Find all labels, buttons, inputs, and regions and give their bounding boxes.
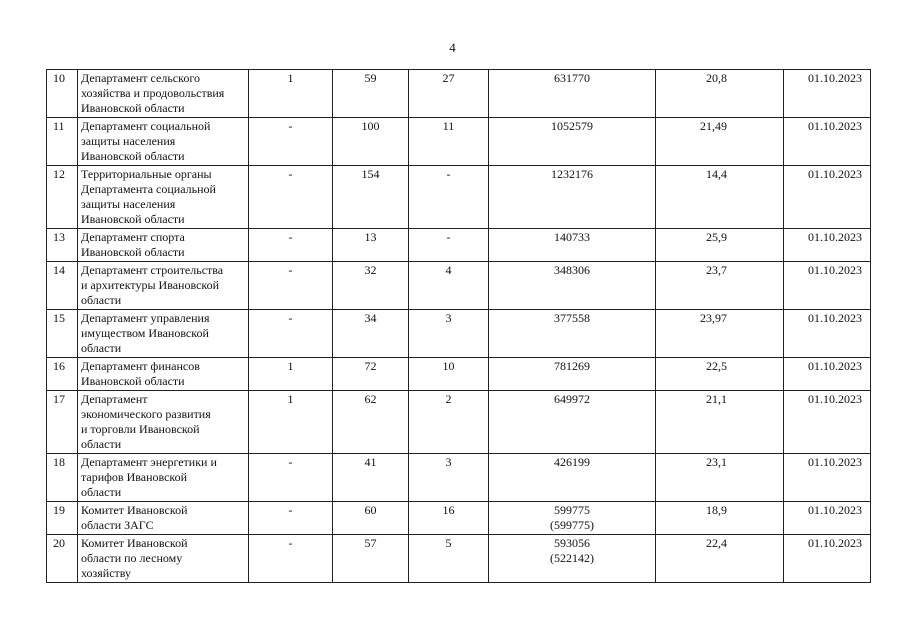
row-number-cell: 15: [47, 310, 78, 358]
table-row: [47, 262, 871, 310]
fund-value: (599775): [550, 518, 594, 532]
table-body: [47, 70, 871, 583]
count-b-cell: 154: [333, 166, 409, 229]
department-name-line: и торговли Ивановской: [81, 422, 200, 436]
fund-value: 1232176: [551, 167, 593, 181]
date-cell: 01.10.2023: [784, 502, 871, 535]
row-number-cell: 19: [47, 502, 78, 535]
department-name-line: области по лесному: [81, 551, 183, 565]
page-number: 4: [449, 40, 456, 55]
fund-cell: [489, 502, 656, 535]
percent-cell: 21,49: [656, 118, 784, 166]
count-a-cell: -: [249, 166, 333, 229]
table-row: [47, 391, 871, 454]
count-a-cell: -: [249, 262, 333, 310]
row-number-cell: 16: [47, 358, 78, 391]
fund-cell: [489, 229, 656, 262]
percent-cell: 21,1: [656, 391, 784, 454]
count-c-cell: 10: [409, 358, 489, 391]
fund-cell: [489, 166, 656, 229]
department-name-line: Комитет Ивановской: [81, 503, 188, 517]
fund-cell: [489, 118, 656, 166]
date-cell: 01.10.2023: [784, 229, 871, 262]
count-b-cell: 72: [333, 358, 409, 391]
table-row: [47, 70, 871, 118]
department-name-line: Департамент строительства: [81, 263, 224, 277]
department-name-line: области ЗАГС: [81, 518, 154, 532]
row-number-cell: 10: [47, 70, 78, 118]
row-number-cell: 17: [47, 391, 78, 454]
department-name-cell: [78, 502, 249, 535]
department-name-cell: [78, 70, 249, 118]
fund-cell: [489, 310, 656, 358]
department-name-line: защиты населения: [81, 197, 176, 211]
count-a-cell: 1: [249, 358, 333, 391]
table-row: [47, 454, 871, 502]
fund-value: 377558: [554, 311, 590, 325]
count-a-cell: -: [249, 229, 333, 262]
fund-cell: [489, 70, 656, 118]
fund-value: 599775: [554, 503, 590, 517]
department-name-line: защиты населения: [81, 134, 176, 148]
date-cell: 01.10.2023: [784, 166, 871, 229]
department-name-line: тарифов Ивановской: [81, 470, 188, 484]
fund-cell: [489, 391, 656, 454]
department-name-cell: [78, 535, 249, 583]
department-name-line: Департамент социальной: [81, 119, 211, 133]
count-b-cell: 100: [333, 118, 409, 166]
count-a-cell: -: [249, 535, 333, 583]
department-name-line: Департамент энергетики и: [81, 455, 217, 469]
count-c-cell: 16: [409, 502, 489, 535]
fund-cell: [489, 454, 656, 502]
department-name-line: области: [81, 293, 122, 307]
count-b-cell: 32: [333, 262, 409, 310]
table-row: [47, 358, 871, 391]
department-name-line: Ивановской области: [81, 212, 185, 226]
count-c-cell: 3: [409, 454, 489, 502]
department-name-line: Ивановской области: [81, 101, 185, 115]
date-cell: 01.10.2023: [784, 262, 871, 310]
fund-value: 631770: [554, 71, 590, 85]
date-cell: 01.10.2023: [784, 358, 871, 391]
count-b-cell: 60: [333, 502, 409, 535]
percent-cell: 25,9: [656, 229, 784, 262]
fund-cell: [489, 358, 656, 391]
fund-value: 593056: [554, 536, 590, 550]
count-c-cell: 4: [409, 262, 489, 310]
department-name-line: и архитектуры Ивановской: [81, 278, 220, 292]
date-cell: 01.10.2023: [784, 70, 871, 118]
fund-cell: [489, 262, 656, 310]
count-b-cell: 41: [333, 454, 409, 502]
department-name-line: хозяйства и продовольствия: [81, 86, 225, 100]
department-name-line: Департамента социальной: [81, 182, 216, 196]
count-a-cell: -: [249, 310, 333, 358]
count-b-cell: 59: [333, 70, 409, 118]
fund-value: 348306: [554, 263, 590, 277]
count-b-cell: 34: [333, 310, 409, 358]
row-number-cell: 13: [47, 229, 78, 262]
department-name-line: Комитет Ивановской: [81, 536, 188, 550]
date-cell: 01.10.2023: [784, 118, 871, 166]
table-row: [47, 502, 871, 535]
department-name-line: Департамент спорта: [81, 230, 185, 244]
count-c-cell: 27: [409, 70, 489, 118]
percent-cell: 23,1: [656, 454, 784, 502]
department-name-line: экономического развития: [81, 407, 211, 421]
department-name-line: области: [81, 437, 122, 451]
department-name-line: Департамент управления: [81, 311, 210, 325]
percent-cell: 22,4: [656, 535, 784, 583]
department-name-line: Ивановской области: [81, 245, 185, 259]
department-name-line: области: [81, 485, 122, 499]
percent-cell: 23,7: [656, 262, 784, 310]
date-cell: 01.10.2023: [784, 310, 871, 358]
fund-value: 426199: [554, 455, 590, 469]
department-name-line: Департамент: [81, 392, 148, 406]
fund-value: 1052579: [551, 119, 593, 133]
date-cell: 01.10.2023: [784, 535, 871, 583]
department-name-cell: [78, 391, 249, 454]
fund-value: 140733: [554, 230, 590, 244]
department-name-cell: [78, 166, 249, 229]
count-c-cell: 11: [409, 118, 489, 166]
department-name-line: Ивановской области: [81, 149, 185, 163]
percent-cell: 22,5: [656, 358, 784, 391]
department-name-line: имуществом Ивановской: [81, 326, 209, 340]
fund-value: (522142): [550, 551, 594, 565]
table-row: [47, 229, 871, 262]
date-cell: 01.10.2023: [784, 391, 871, 454]
count-c-cell: 2: [409, 391, 489, 454]
department-name-cell: [78, 454, 249, 502]
staff-table: [46, 69, 871, 583]
table-row: [47, 310, 871, 358]
fund-value: 781269: [554, 359, 590, 373]
row-number-cell: 20: [47, 535, 78, 583]
department-name-cell: [78, 118, 249, 166]
department-name-line: Департамент финансов: [81, 359, 200, 373]
count-a-cell: -: [249, 118, 333, 166]
count-a-cell: 1: [249, 391, 333, 454]
department-name-line: Ивановской области: [81, 374, 185, 388]
department-name-line: Департамент сельского: [81, 71, 200, 85]
percent-cell: 18,9: [656, 502, 784, 535]
row-number-cell: 12: [47, 166, 78, 229]
count-b-cell: 57: [333, 535, 409, 583]
count-a-cell: -: [249, 454, 333, 502]
department-name-cell: [78, 262, 249, 310]
table-row: [47, 118, 871, 166]
department-name-line: области: [81, 341, 122, 355]
fund-cell: [489, 535, 656, 583]
count-b-cell: 62: [333, 391, 409, 454]
department-name-line: Территориальные органы: [81, 167, 212, 181]
row-number-cell: 14: [47, 262, 78, 310]
percent-cell: 23,97: [656, 310, 784, 358]
count-c-cell: -: [409, 229, 489, 262]
date-cell: 01.10.2023: [784, 454, 871, 502]
count-a-cell: 1: [249, 70, 333, 118]
department-name-line: хозяйству: [81, 566, 132, 580]
count-c-cell: -: [409, 166, 489, 229]
percent-cell: 14,4: [656, 166, 784, 229]
count-a-cell: -: [249, 502, 333, 535]
row-number-cell: 18: [47, 454, 78, 502]
count-b-cell: 13: [333, 229, 409, 262]
department-name-cell: [78, 310, 249, 358]
count-c-cell: 5: [409, 535, 489, 583]
count-c-cell: 3: [409, 310, 489, 358]
department-name-cell: [78, 358, 249, 391]
row-number-cell: 11: [47, 118, 78, 166]
fund-value: 649972: [554, 392, 590, 406]
department-name-cell: [78, 229, 249, 262]
table-row: [47, 535, 871, 583]
table-row: [47, 166, 871, 229]
percent-cell: 20,8: [656, 70, 784, 118]
